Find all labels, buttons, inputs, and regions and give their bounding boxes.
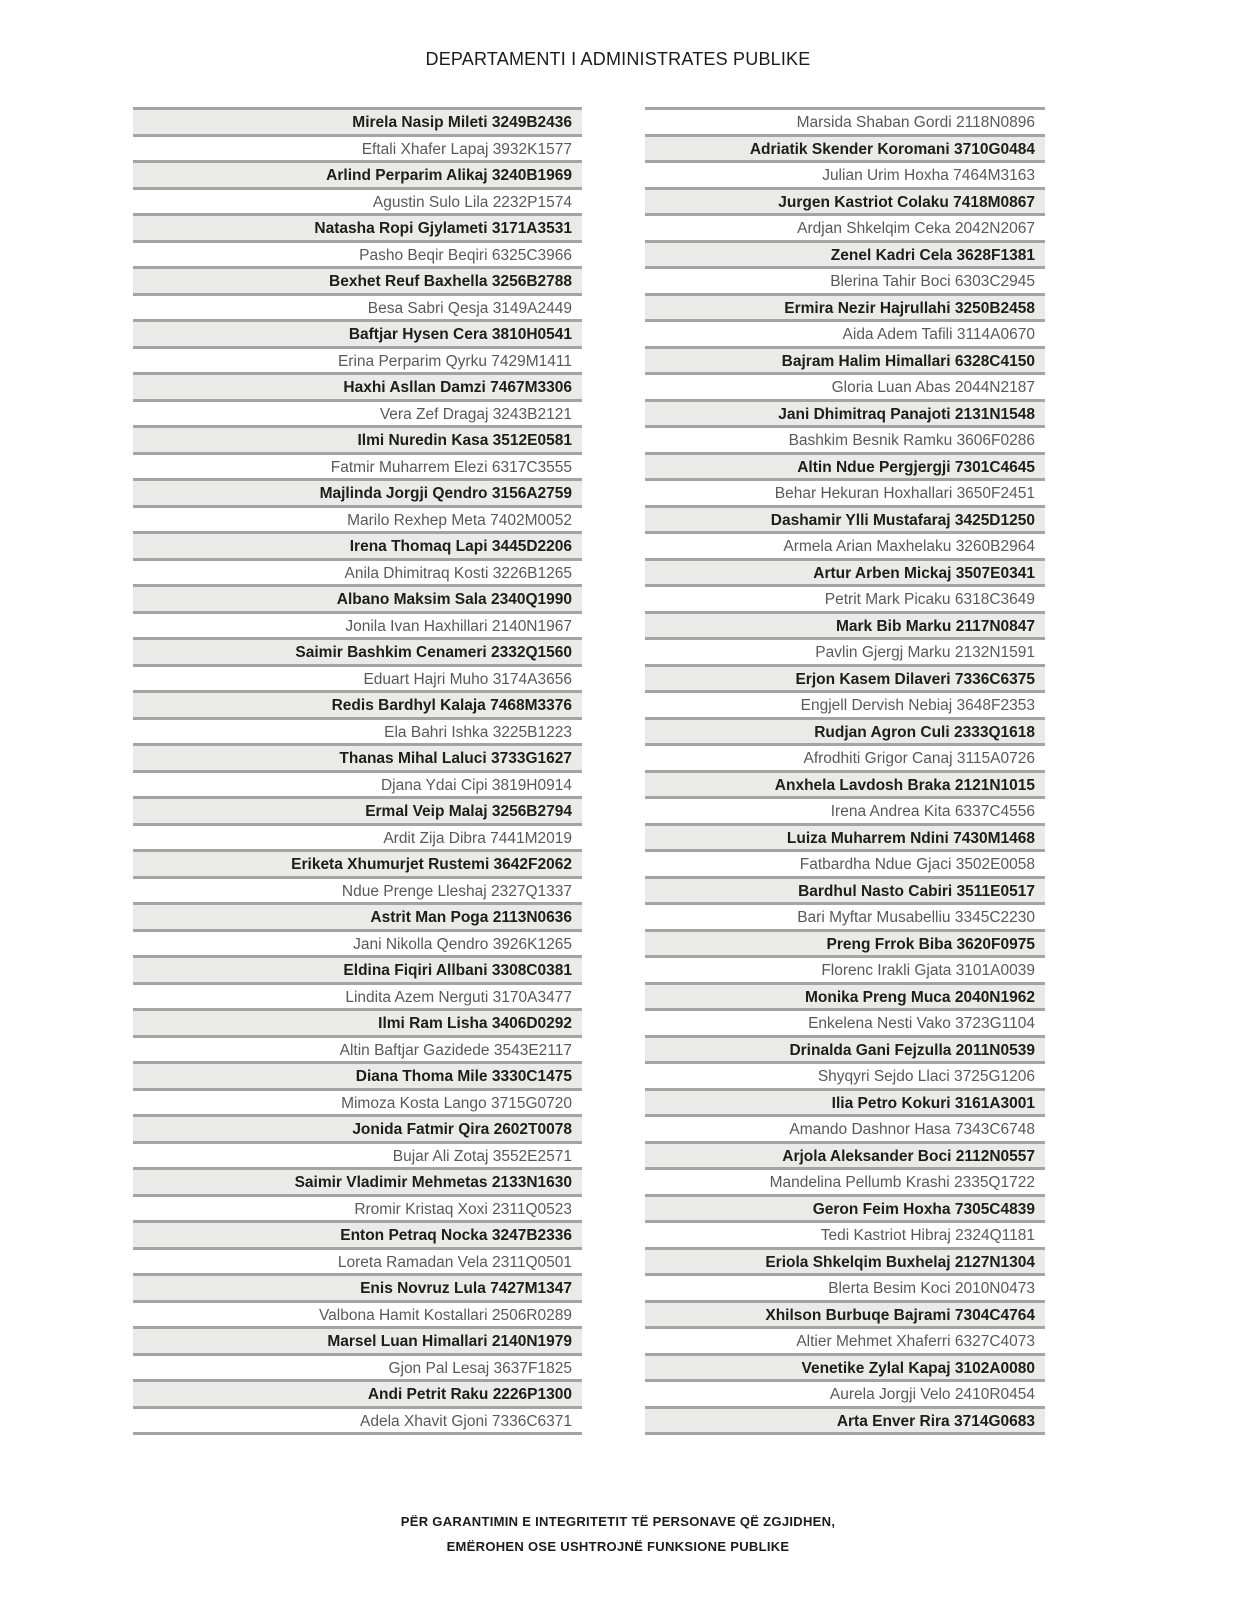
list-item: Adela Xhavit Gjoni 7336C6371 bbox=[133, 1406, 582, 1433]
list-item: Jani Dhimitraq Panajoti 2131N1548 bbox=[645, 399, 1045, 426]
list-item: Marsida Shaban Gordi 2118N0896 bbox=[645, 107, 1045, 134]
list-item: Mimoza Kosta Lango 3715G0720 bbox=[133, 1088, 582, 1115]
list-item: Aurela Jorgji Velo 2410R0454 bbox=[645, 1379, 1045, 1406]
list-item: Mandelina Pellumb Krashi 2335Q1722 bbox=[645, 1167, 1045, 1194]
list-item: Jani Nikolla Qendro 3926K1265 bbox=[133, 929, 582, 956]
list-item: Drinalda Gani Fejzulla 2011N0539 bbox=[645, 1035, 1045, 1062]
list-item: Ela Bahri Ishka 3225B1223 bbox=[133, 717, 582, 744]
list-item: Shyqyri Sejdo Llaci 3725G1206 bbox=[645, 1061, 1045, 1088]
footer-line-1: PËR GARANTIMIN E INTEGRITETIT TË PERSONAVE QË ZGJIDHEN, bbox=[400, 1514, 836, 1529]
list-item: Natasha Ropi Gjylameti 3171A3531 bbox=[133, 213, 582, 240]
list-item: Majlinda Jorgji Qendro 3156A2759 bbox=[133, 478, 582, 505]
list-item: Haxhi Asllan Damzi 7467M3306 bbox=[133, 372, 582, 399]
list-item: Preng Frrok Biba 3620F0975 bbox=[645, 929, 1045, 956]
list-item: Saimir Vladimir Mehmetas 2133N1630 bbox=[133, 1167, 582, 1194]
name-list-right-column bbox=[645, 107, 1045, 1435]
list-item: Jonila Ivan Haxhillari 2140N1967 bbox=[133, 611, 582, 638]
list-item: Dashamir Ylli Mustafaraj 3425D1250 bbox=[645, 505, 1045, 532]
list-item: Irena Thomaq Lapi 3445D2206 bbox=[133, 531, 582, 558]
list-item: Eriketa Xhumurjet Rustemi 3642F2062 bbox=[133, 849, 582, 876]
list-item: Gloria Luan Abas 2044N2187 bbox=[645, 372, 1045, 399]
list-item: Enkelena Nesti Vako 3723G1104 bbox=[645, 1008, 1045, 1035]
list-item: Gjon Pal Lesaj 3637F1825 bbox=[133, 1353, 582, 1380]
list-item: Mark Bib Marku 2117N0847 bbox=[645, 611, 1045, 638]
list-item: Irena Andrea Kita 6337C4556 bbox=[645, 796, 1045, 823]
list-item: Amando Dashnor Hasa 7343C6748 bbox=[645, 1114, 1045, 1141]
list-item: Geron Feim Hoxha 7305C4839 bbox=[645, 1194, 1045, 1221]
list-item: Ardjan Shkelqim Ceka 2042N2067 bbox=[645, 213, 1045, 240]
list-item: Pasho Beqir Beqiri 6325C3966 bbox=[133, 240, 582, 267]
list-item: Astrit Man Poga 2113N0636 bbox=[133, 902, 582, 929]
list-item: Albano Maksim Sala 2340Q1990 bbox=[133, 584, 582, 611]
footer-line-2: EMËROHEN OSE USHTROJNË FUNKSIONE PUBLIKE bbox=[446, 1539, 790, 1554]
list-item: Bajram Halim Himallari 6328C4150 bbox=[645, 346, 1045, 373]
list-item: Loreta Ramadan Vela 2311Q0501 bbox=[133, 1247, 582, 1274]
list-item: Monika Preng Muca 2040N1962 bbox=[645, 982, 1045, 1009]
list-item: Pavlin Gjergj Marku 2132N1591 bbox=[645, 637, 1045, 664]
list-item: Agustin Sulo Lila 2232P1574 bbox=[133, 187, 582, 214]
page-title: DEPARTAMENTI I ADMINISTRATES PUBLIKE bbox=[425, 49, 811, 69]
list-item: Arjola Aleksander Boci 2112N0557 bbox=[645, 1141, 1045, 1168]
list-item: Adriatik Skender Koromani 3710G0484 bbox=[645, 134, 1045, 161]
list-item: Behar Hekuran Hoxhallari 3650F2451 bbox=[645, 478, 1045, 505]
list-item: Jonida Fatmir Qira 2602T0078 bbox=[133, 1114, 582, 1141]
list-item: Ermira Nezir Hajrullahi 3250B2458 bbox=[645, 293, 1045, 320]
list-item: Arta Enver Rira 3714G0683 bbox=[645, 1406, 1045, 1433]
list-item: Armela Arian Maxhelaku 3260B2964 bbox=[645, 531, 1045, 558]
list-item: Petrit Mark Picaku 6318C3649 bbox=[645, 584, 1045, 611]
list-item: Venetike Zylal Kapaj 3102A0080 bbox=[645, 1353, 1045, 1380]
list-item: Blerta Besim Koci 2010N0473 bbox=[645, 1273, 1045, 1300]
list-item: Ermal Veip Malaj 3256B2794 bbox=[133, 796, 582, 823]
list-item: Arlind Perparim Alikaj 3240B1969 bbox=[133, 160, 582, 187]
list-item: Altin Baftjar Gazidede 3543E2117 bbox=[133, 1035, 582, 1062]
list-item: Eduart Hajri Muho 3174A3656 bbox=[133, 664, 582, 691]
list-item: Xhilson Burbuqe Bajrami 7304C4764 bbox=[645, 1300, 1045, 1327]
list-item: Aida Adem Tafili 3114A0670 bbox=[645, 319, 1045, 346]
list-item: Florenc Irakli Gjata 3101A0039 bbox=[645, 955, 1045, 982]
list-item: Tedi Kastriot Hibraj 2324Q1181 bbox=[645, 1220, 1045, 1247]
list-item: Altin Ndue Pergjergji 7301C4645 bbox=[645, 452, 1045, 479]
list-item: Enton Petraq Nocka 3247B2336 bbox=[133, 1220, 582, 1247]
list-item: Artur Arben Mickaj 3507E0341 bbox=[645, 558, 1045, 585]
list-item: Ilmi Ram Lisha 3406D0292 bbox=[133, 1008, 582, 1035]
footer bbox=[0, 1509, 1236, 1559]
list-item: Anxhela Lavdosh Braka 2121N1015 bbox=[645, 770, 1045, 797]
list-item: Erina Perparim Qyrku 7429M1411 bbox=[133, 346, 582, 373]
list-item: Saimir Bashkim Cenameri 2332Q1560 bbox=[133, 637, 582, 664]
list-item: Bardhul Nasto Cabiri 3511E0517 bbox=[645, 876, 1045, 903]
list-item: Ilmi Nuredin Kasa 3512E0581 bbox=[133, 425, 582, 452]
list-item: Marsel Luan Himallari 2140N1979 bbox=[133, 1326, 582, 1353]
list-item: Engjell Dervish Nebiaj 3648F2353 bbox=[645, 690, 1045, 717]
list-item: Valbona Hamit Kostallari 2506R0289 bbox=[133, 1300, 582, 1327]
list-item: Djana Ydai Cipi 3819H0914 bbox=[133, 770, 582, 797]
list-item: Fatbardha Ndue Gjaci 3502E0058 bbox=[645, 849, 1045, 876]
list-item: Mirela Nasip Mileti 3249B2436 bbox=[133, 107, 582, 134]
list-item: Ndue Prenge Lleshaj 2327Q1337 bbox=[133, 876, 582, 903]
list-item: Ardit Zija Dibra 7441M2019 bbox=[133, 823, 582, 850]
list-item: Enis Novruz Lula 7427M1347 bbox=[133, 1273, 582, 1300]
list-item: Erjon Kasem Dilaveri 7336C6375 bbox=[645, 664, 1045, 691]
list-item: Diana Thoma Mile 3330C1475 bbox=[133, 1061, 582, 1088]
list-item: Ilia Petro Kokuri 3161A3001 bbox=[645, 1088, 1045, 1115]
list-item: Bashkim Besnik Ramku 3606F0286 bbox=[645, 425, 1045, 452]
list-item: Julian Urim Hoxha 7464M3163 bbox=[645, 160, 1045, 187]
list-item: Besa Sabri Qesja 3149A2449 bbox=[133, 293, 582, 320]
name-list-left-column bbox=[133, 107, 582, 1435]
list-item: Eriola Shkelqim Buxhelaj 2127N1304 bbox=[645, 1247, 1045, 1274]
list-item: Luiza Muharrem Ndini 7430M1468 bbox=[645, 823, 1045, 850]
list-item: Eftali Xhafer Lapaj 3932K1577 bbox=[133, 134, 582, 161]
list-item: Rromir Kristaq Xoxi 2311Q0523 bbox=[133, 1194, 582, 1221]
list-item: Marilo Rexhep Meta 7402M0052 bbox=[133, 505, 582, 532]
list-item: Blerina Tahir Boci 6303C2945 bbox=[645, 266, 1045, 293]
list-item: Rudjan Agron Culi 2333Q1618 bbox=[645, 717, 1045, 744]
list-item: Altier Mehmet Xhaferri 6327C4073 bbox=[645, 1326, 1045, 1353]
list-item: Jurgen Kastriot Colaku 7418M0867 bbox=[645, 187, 1045, 214]
list-item: Anila Dhimitraq Kosti 3226B1265 bbox=[133, 558, 582, 585]
list-item: Fatmir Muharrem Elezi 6317C3555 bbox=[133, 452, 582, 479]
list-item: Bujar Ali Zotaj 3552E2571 bbox=[133, 1141, 582, 1168]
list-item: Bari Myftar Musabelliu 3345C2230 bbox=[645, 902, 1045, 929]
list-item: Andi Petrit Raku 2226P1300 bbox=[133, 1379, 582, 1406]
list-item: Zenel Kadri Cela 3628F1381 bbox=[645, 240, 1045, 267]
list-item: Afrodhiti Grigor Canaj 3115A0726 bbox=[645, 743, 1045, 770]
list-item: Eldina Fiqiri Allbani 3308C0381 bbox=[133, 955, 582, 982]
list-item: Bexhet Reuf Baxhella 3256B2788 bbox=[133, 266, 582, 293]
list-item: Redis Bardhyl Kalaja 7468M3376 bbox=[133, 690, 582, 717]
list-item: Thanas Mihal Laluci 3733G1627 bbox=[133, 743, 582, 770]
list-item: Baftjar Hysen Cera 3810H0541 bbox=[133, 319, 582, 346]
list-item: Vera Zef Dragaj 3243B2121 bbox=[133, 399, 582, 426]
list-item: Lindita Azem Nerguti 3170A3477 bbox=[133, 982, 582, 1009]
